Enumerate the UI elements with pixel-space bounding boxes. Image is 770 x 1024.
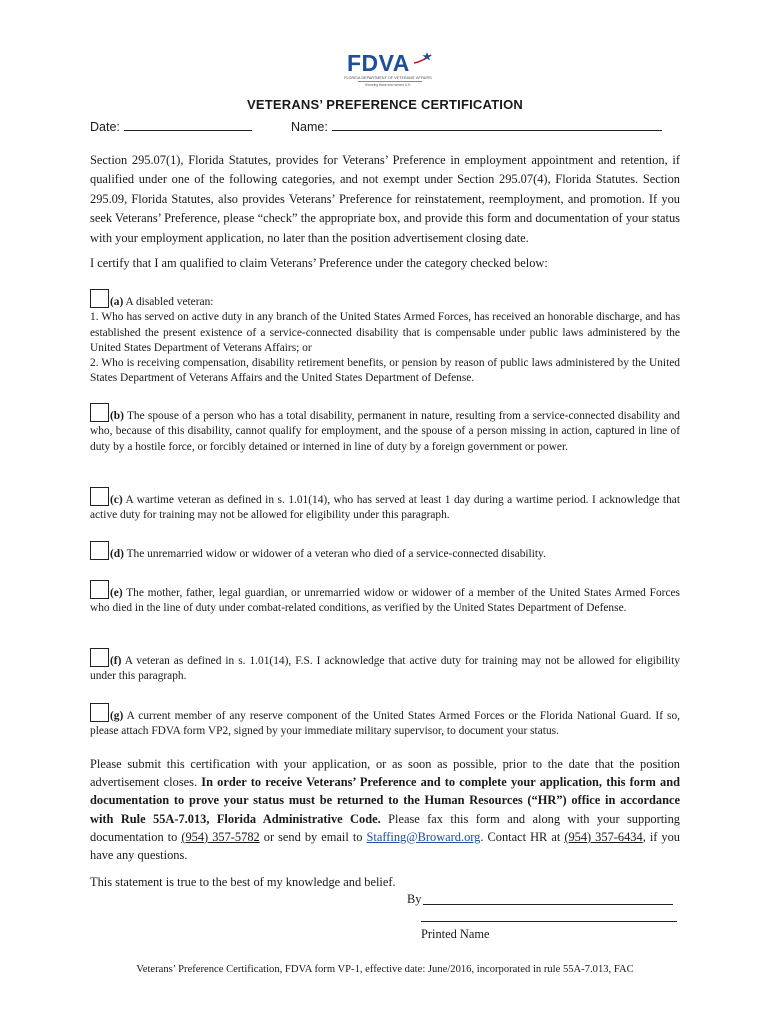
option-e [90,580,680,617]
email-link[interactable]: Staffing@Broward.org [366,829,481,844]
date-row [90,118,252,134]
logo-wordmark: FDVA [347,50,410,76]
submission-text-2: Please fax this form and along with your supporting documentation to [90,811,680,844]
name-row [291,118,662,134]
logo-tagline: Honoring those who served U.S. [365,83,411,87]
option-c-text: A wartime veteran as defined in s. 1.01(14), who has served at least 1 day during a wartime period. I acknowledge that active duty for training may not be allowed for eligibility under this paragraph. [90,494,680,522]
certify-statement: I certify that I am qualified to claim Veterans’ Preference under the category checked below: [90,256,548,270]
star-swoosh-icon [413,52,433,66]
submission-bold-text: In order to receive Veterans’ Preference and to complete your application, this form and documentation to prove your status must be returned to the Human Resources (“HR”) office in accordance with Rule 55A-7.013, Florida Administrative Code. [90,775,680,826]
option-a-item-2: 2. Who is receiving compensation, disability retirement benefits, or pension by reason of public laws administered by the United States Department of Veterans Affairs and the United States Department of Defense. [90,357,680,385]
option-f-checkbox[interactable] [90,648,109,667]
name-field[interactable] [332,118,662,131]
submission-paragraph [90,755,680,864]
signature-line[interactable] [423,904,673,905]
option-b [90,403,680,455]
option-a [90,289,680,387]
option-f [90,648,680,685]
option-a-checkbox[interactable] [90,289,109,308]
logo-subtitle: FLORIDA DEPARTMENT OF VETERANS' AFFAIRS [344,76,432,80]
printed-name-line[interactable] [421,921,677,922]
option-g-text: A current member of any reserve component of the United States Armed Forces or the Florida National Guard. If so, please attach FDVA form VP2, signed by your immediate military supervisor, to document your status. [90,710,680,738]
option-d-text: The unremarried widow or widower of a veteran who died of a service-connected disability. [123,548,546,560]
fax-number: (954) 357-5782 [181,829,260,844]
truth-statement: This statement is true to the best of my knowledge and belief. [90,875,396,889]
option-e-text: The mother, father, legal guardian, or unremarried widow or widower of a member of the United States Armed Forces who died in the line of duty under combat-related conditions, as verified by the United States Department of Defense. [90,587,680,615]
option-b-checkbox[interactable] [90,403,109,422]
option-b-letter: (b) [110,410,124,422]
option-e-letter: (e) [110,587,123,599]
option-c-checkbox[interactable] [90,487,109,506]
option-d-checkbox[interactable] [90,541,109,560]
logo-divider [358,81,422,82]
submission-text-4: . Contact HR at [480,829,565,844]
option-a-text: A disabled veteran: [123,296,214,308]
submission-text-1: Please submit this certification with your application, or as soon as possible, prior to the date that the position advertisement closes. [90,757,680,790]
option-g [90,703,680,740]
submission-text-5: , if you have any questions. [90,829,681,863]
option-c-letter: (c) [110,494,123,506]
option-c [90,487,680,524]
option-d [90,541,680,562]
option-e-checkbox[interactable] [90,580,109,599]
option-g-checkbox[interactable] [90,703,109,722]
name-label: Name: [291,120,328,134]
hr-phone-number: (954) 357-6434 [564,829,643,844]
by-label: By [407,892,422,906]
submission-text-3: or send by email to [259,829,367,844]
option-b-text: The spouse of a person who has a total disability, permanent in nature, resulting from a service-connected disability and who, because of this disability, cannot qualify for employment, and the spouse of a person missing in action, captured in line of duty by a hostile force, or forcibly detained or interned in line of duty by a foreign government or power. [90,410,680,453]
intro-paragraph: Section 295.07(1), Florida Statutes, provides for Veterans’ Preference in employment appointment and retention, if qualified under one of the following categories, and not exempt under Section 295.07(4), Florida Statutes. Section 295.09, Florida Statutes, also provides Veterans’ Preference for reinstatement, reemployment, and promotion. If you seek Veterans’ Preference, please “check” the appropriate box, and provide this form and documentation of your status with your employment application, no later than the position advertisement closing date. [90,153,680,245]
option-a-item-1: 1. Who has served on active duty in any branch of the United States Armed Forces, has received an honorable discharge, and has established the present existence of a service-connected disability that is compensable under public laws administered by the United States Department of Veterans Affairs; or [90,311,680,354]
option-f-text: A veteran as defined in s. 1.01(14), F.S. I acknowledge that active duty for training may not be allowed for eligibility under this paragraph. [90,655,680,683]
date-label: Date: [90,120,120,134]
form-footer: Veterans’ Preference Certification, FDVA form VP-1, effective date: June/2016, incorporated in rule 55A-7.013, FAC [136,964,634,975]
printed-name-label: Printed Name [421,927,490,941]
option-a-letter: (a) [110,296,124,308]
option-d-letter: (d) [110,548,124,560]
option-g-letter: (g) [110,710,124,722]
option-f-letter: (f) [110,655,122,667]
page-title: VETERANS’ PREFERENCE CERTIFICATION [247,97,523,112]
fdva-logo [340,50,440,94]
date-field[interactable] [124,118,252,131]
